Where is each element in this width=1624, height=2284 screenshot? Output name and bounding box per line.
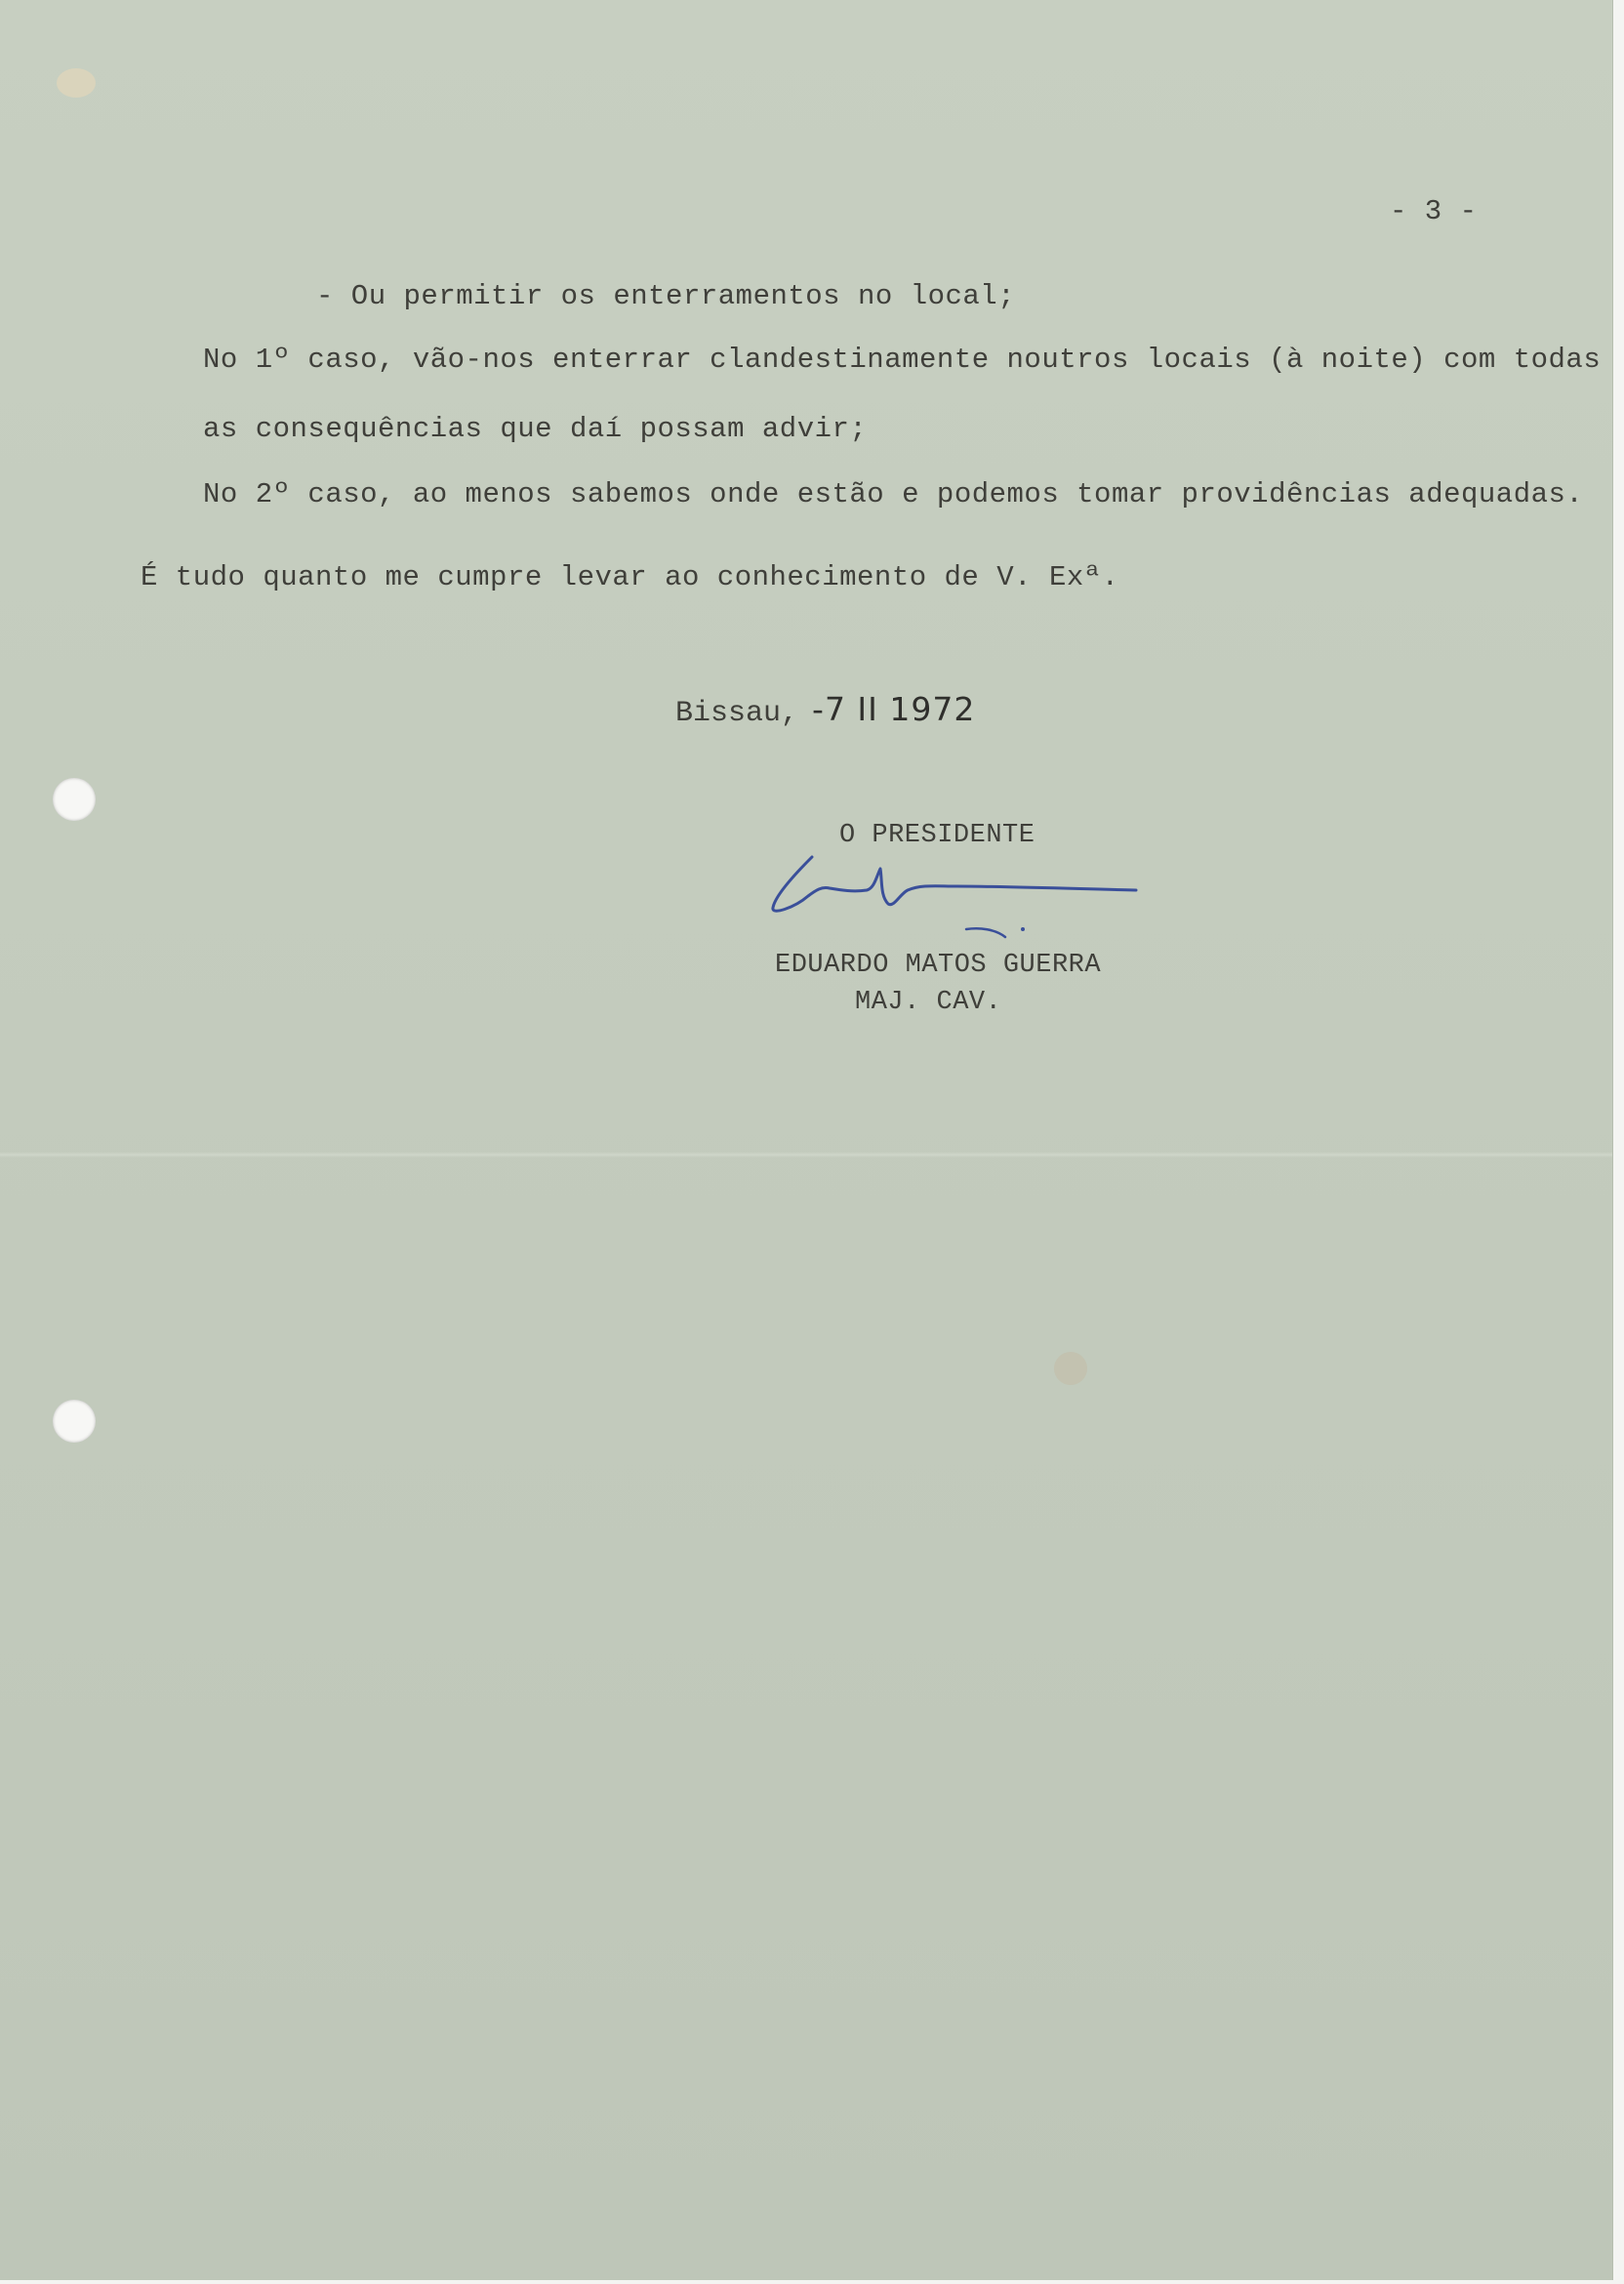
handwritten-signature xyxy=(765,847,1146,955)
date-stamp: -7 II 1972 xyxy=(812,690,976,728)
place-date xyxy=(675,690,975,730)
place: Bissau, xyxy=(675,697,799,730)
body-line: É tudo quanto me cumpre levar ao conhecimento de V. Exª. xyxy=(141,561,1119,593)
fold-line xyxy=(0,1152,1612,1158)
signatory-rank: MAJ. CAV. xyxy=(855,988,1002,1017)
signatory-name: EDUARDO MATOS GUERRA xyxy=(775,951,1102,980)
page-number: - 3 - xyxy=(1390,195,1478,227)
body-line: No 2º caso, ao menos sabemos onde estão e podemos tomar providências adequadas. xyxy=(203,478,1584,510)
signatory-title: O PRESIDENTE xyxy=(839,821,1035,850)
punch-hole xyxy=(53,1400,96,1443)
body-line: No 1º caso, vão-nos enterrar clandestinamente noutros locais (à noite) com todas xyxy=(203,344,1602,376)
paper-stain xyxy=(1054,1352,1087,1385)
punch-hole xyxy=(53,778,96,821)
body-line: - Ou permitir os enterramentos no local; xyxy=(316,280,1016,312)
body-line: as consequências que daí possam advir; xyxy=(203,413,868,445)
paper-stain xyxy=(57,68,96,98)
